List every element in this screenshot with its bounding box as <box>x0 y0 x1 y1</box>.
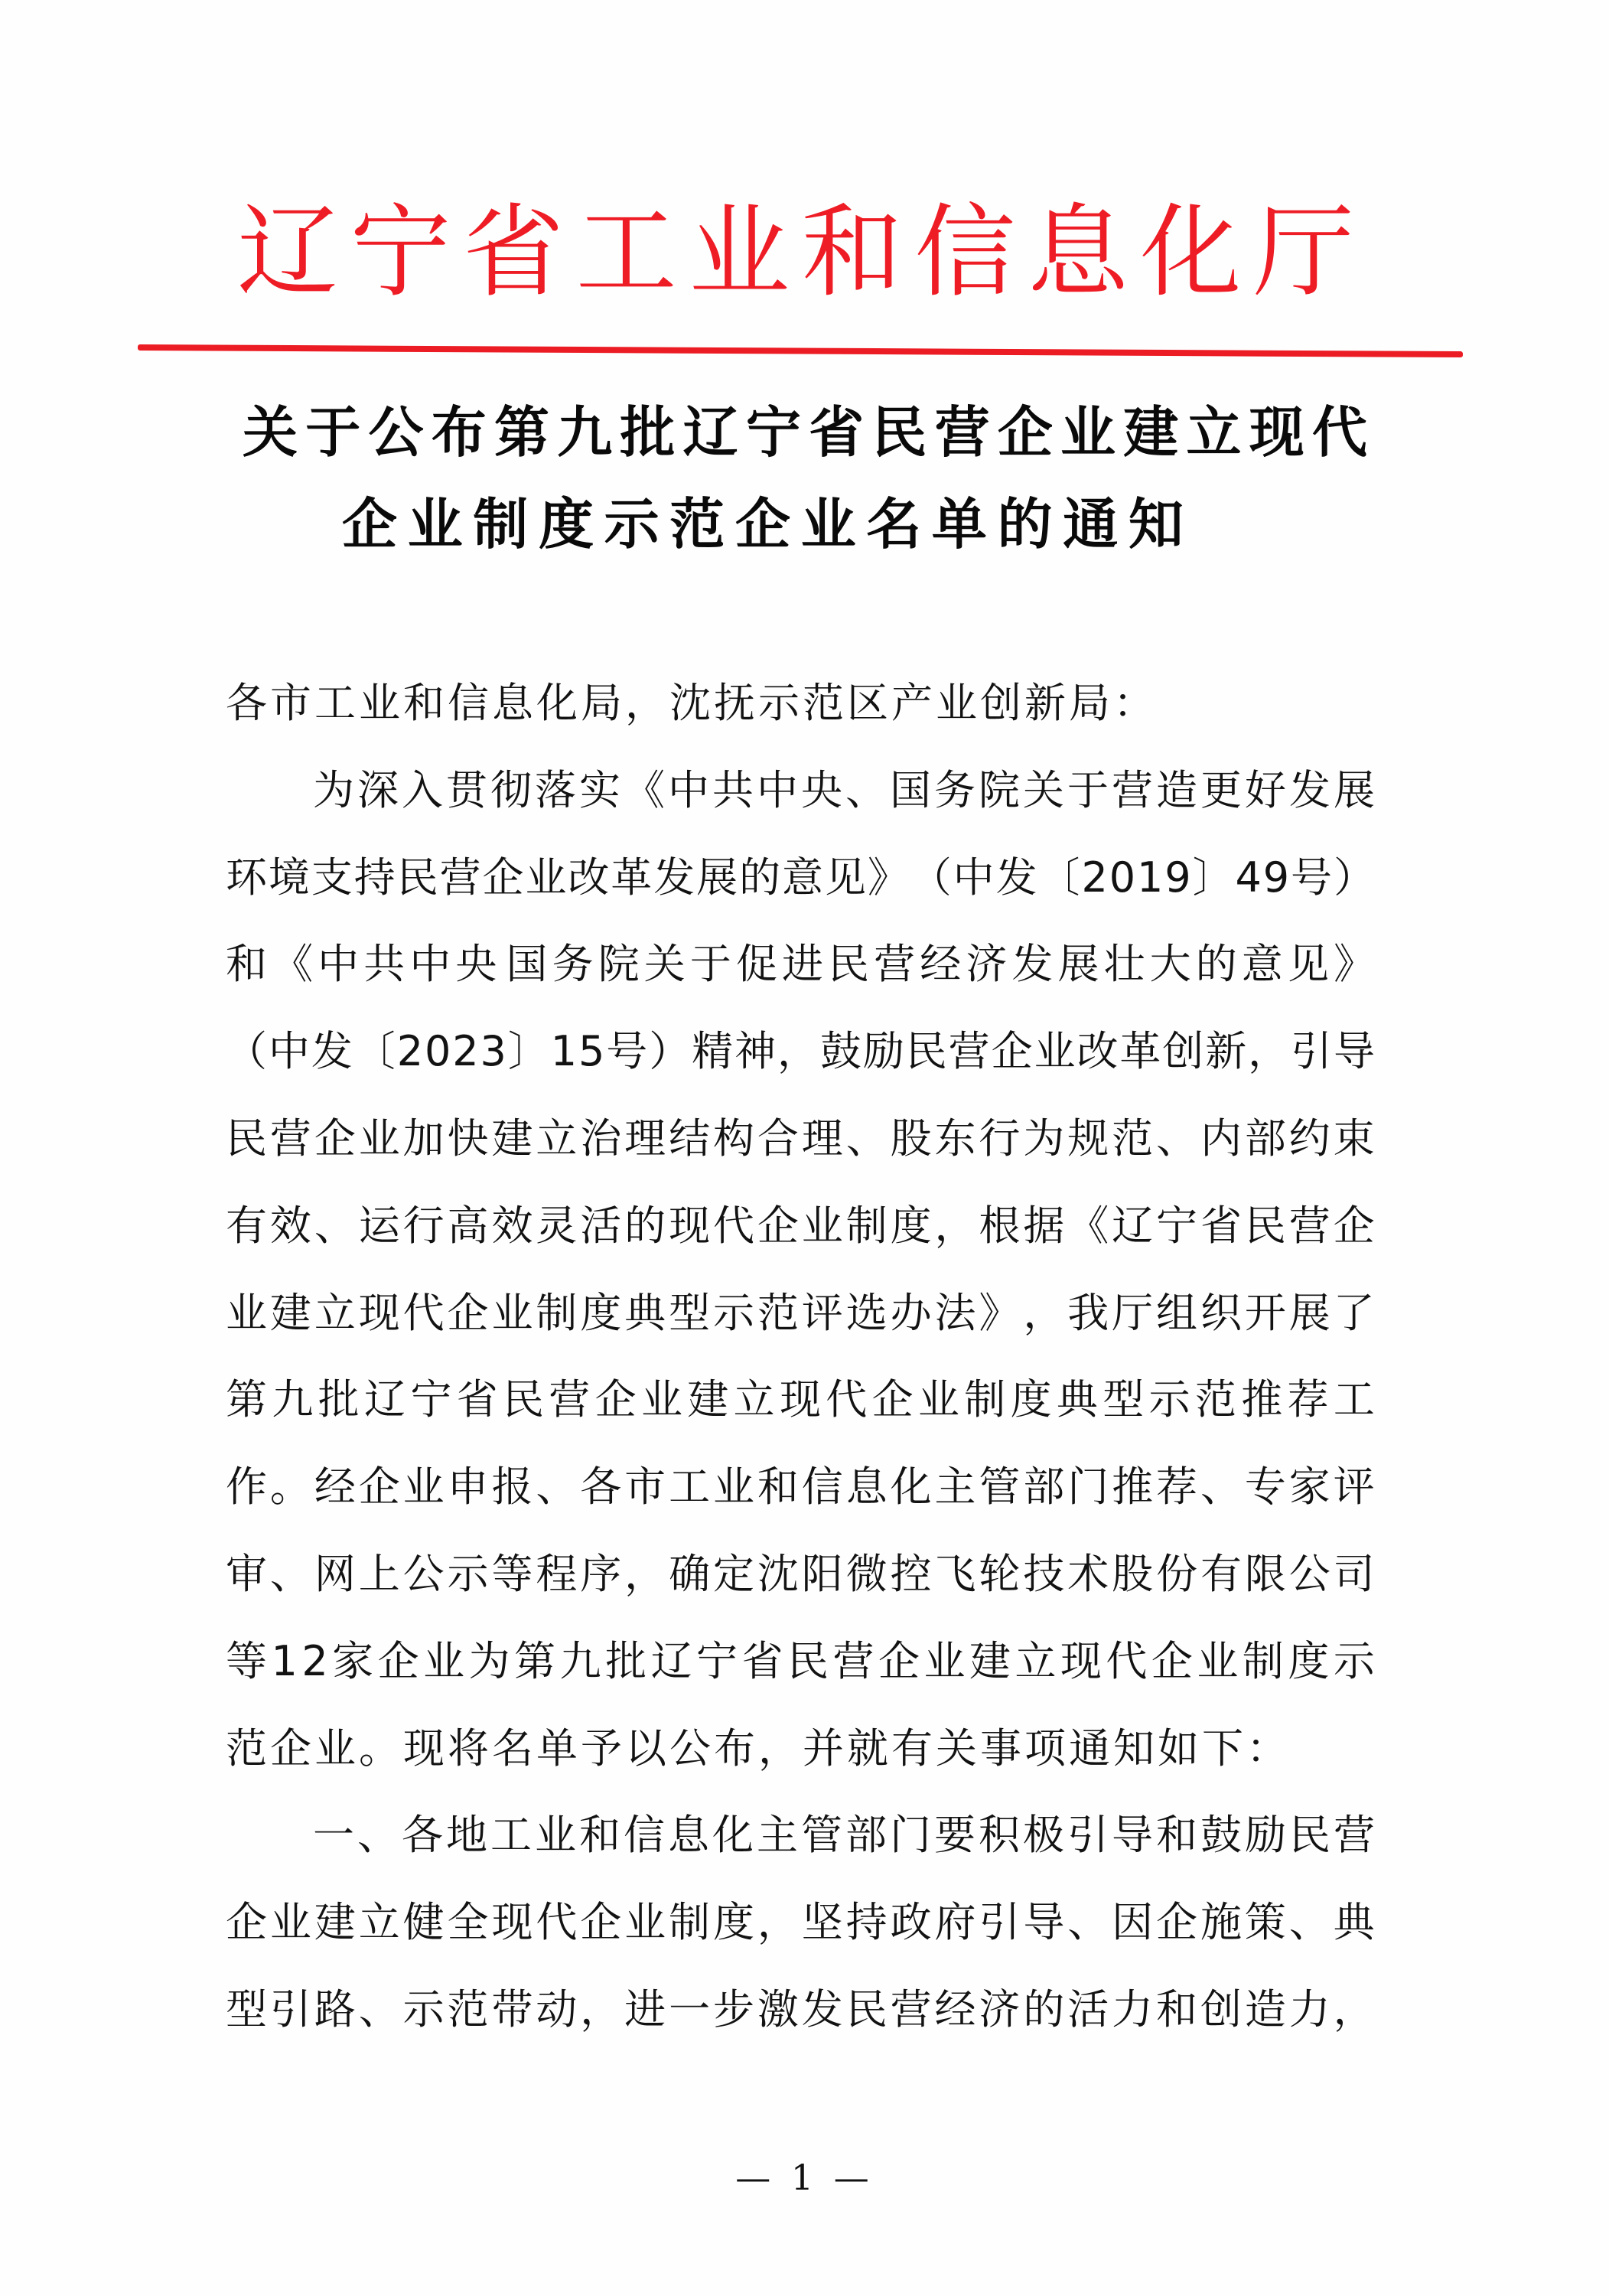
section-1-line: 企 业 建 立 健 全 现 代 企 业 制 度 ， 坚 持 政 府 引 导 、 因 企 施 策 、 典 <box>226 1898 1375 1947</box>
paragraph-1-line: 民 营 企 业 加 快 建 立 治 理 结 构 合 理 、 股 东 行 为 规 范 、 内 部 约 束 <box>226 1114 1375 1163</box>
paragraph-1-line: 有 效 、 运 行 高 效 灵 活 的 现 代 企 业 制 度 ， 根 据 《 辽 宁 省 民 营 企 <box>226 1201 1375 1250</box>
paragraph-1-line: 审 、 网 上 公 示 等 程 序 ， 确 定 沈 阳 微 控 飞 轮 技 术 股 份 有 限 公 司 <box>226 1549 1375 1598</box>
paragraph-1-line: 和 《 中 共 中 央 国 务 院 关 于 促 进 民 营 经 济 发 展 壮 大 的 意 见 》 <box>226 940 1375 989</box>
document-body <box>226 672 1375 2066</box>
paragraph-1-line: 为 深 入 贯 彻 落 实 《 中 共 中 央 、 国 务 院 关 于 营 造 更 好 发 展 <box>313 765 1375 814</box>
page-number: — 1 — <box>735 2157 874 2198</box>
addressee-line: 各市工业和信息化局，沈抚示范区产业创新局： <box>226 679 1158 727</box>
paragraph-1-line: 第 九 批 辽 宁 省 民 营 企 业 建 立 现 代 企 业 制 度 典 型 示 范 推 荐 工 <box>226 1375 1375 1424</box>
section-1-line: 型 引 路 、 示 范 带 动 ， 进 一 步 激 发 民 营 经 济 的 活 力 和 创 造 力 ， <box>226 1985 1375 2033</box>
paragraph-1-line: 业 建 立 现 代 企 业 制 度 典 型 示 范 评 选 办 法 》 ， 我 厅 组 织 开 展 了 <box>226 1288 1375 1337</box>
document-title-line-1: 关 于 公 布 第 九 批 辽 宁 省 民 营 企 业 建 立 现 代 <box>243 400 1367 465</box>
issuer-masthead: 辽 宁 省 工 业 和 信 息 化 厅 <box>237 194 1354 311</box>
paragraph-1-line: 环 境 支 持 民 营 企 业 改 革 发 展 的 意 见 》 （ 中 发 〔 2 0 1 9 〕 4 9 号 ） <box>226 853 1375 902</box>
document-title-line-2: 企 业 制 度 示 范 企 业 名 单 的 通 知 <box>342 491 1184 556</box>
red-divider-rule <box>138 344 1463 357</box>
paragraph-1-line: （ 中 发 〔 2 0 2 3 〕 1 5 号 ） 精 神 ， 鼓 励 民 营 企 业 改 革 创 新 ， 引 导 <box>226 1027 1375 1076</box>
paragraph-1-line: 等 1 2 家 企 业 为 第 九 批 辽 宁 省 民 营 企 业 建 立 现 代 企 业 制 度 示 <box>226 1636 1375 1685</box>
paragraph-1-line: 作 。 经 企 业 申 报 、 各 市 工 业 和 信 息 化 主 管 部 门 推 荐 、 专 家 评 <box>226 1463 1375 1512</box>
section-1-line: 一 、 各 地 工 业 和 信 息 化 主 管 部 门 要 积 极 引 导 和 鼓 励 民 营 <box>313 1811 1375 1860</box>
paragraph-1-line: 范企业。现将名单予以公布，并就有关事项通知如下： <box>226 1724 1291 1773</box>
